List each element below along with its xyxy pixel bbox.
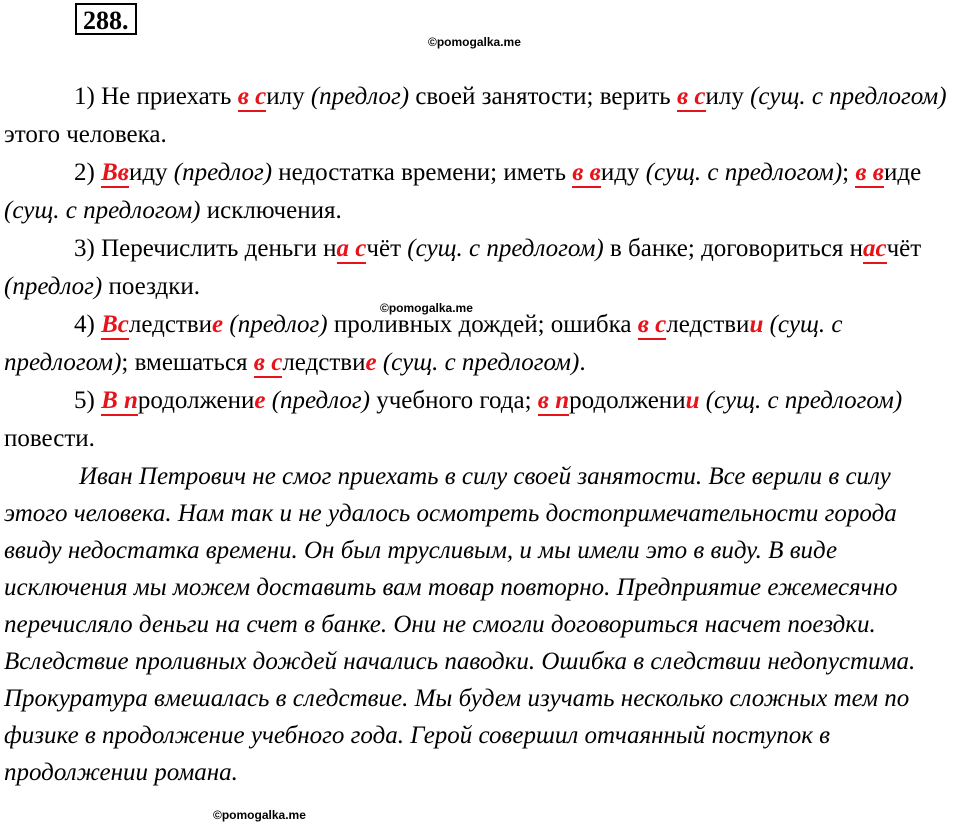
item-3: 3) Перечислить деньги на счёт (сущ. с предлогом) в банке; договориться насчёт (предлог) поездки.: [4, 235, 922, 300]
exercise-items: [4, 78, 954, 458]
item-1: 1) Не приехать в силу (предлог) своей занятости; верить в силу (сущ. с предлогом) этого человека.: [4, 83, 947, 148]
example-text: [4, 458, 956, 791]
item-5: 5) В продолжение (предлог) учебного года; в продолжении (сущ. с предлогом) повести.: [4, 387, 903, 452]
watermark: ©pomogalka.me: [380, 301, 473, 315]
item-4: 4) Вследствие (предлог) проливных дождей; ошибка в следствии (сущ. с предлогом); вмешаться в следствие (сущ. с предлогом).: [4, 311, 843, 376]
example-paragraph: Иван Петрович не смог приехать в силу своей занятости. Все верили в силу этого человека. Нам так и не удалось осмотреть достопримечательности города ввиду недостатка времени. Он был трусливым, и мы имели это в виду. В виде исключения мы можем доставить вам товар повторно. Предприятие ежемесячно перечисляло деньги на счет в банке. Они не смогли договориться насчет поездки. Вследствие проливных дождей начались паводки. Ошибка в следствии недопустима. Прокуратура вмешалась в следствие. Мы будем изучать несколько сложных тем по физике в продолжение учебного года. Герой совершил отчаянный поступок в продолжении романа.: [4, 463, 916, 786]
watermark: ©pomogalka.me: [213, 808, 306, 822]
task-number: 288.: [75, 3, 137, 35]
item-2: 2) Ввиду (предлог) недостатка времени; иметь в виду (сущ. с предлогом); в виде (сущ. с предлогом) исключения.: [4, 159, 922, 224]
watermark: ©pomogalka.me: [428, 35, 521, 49]
